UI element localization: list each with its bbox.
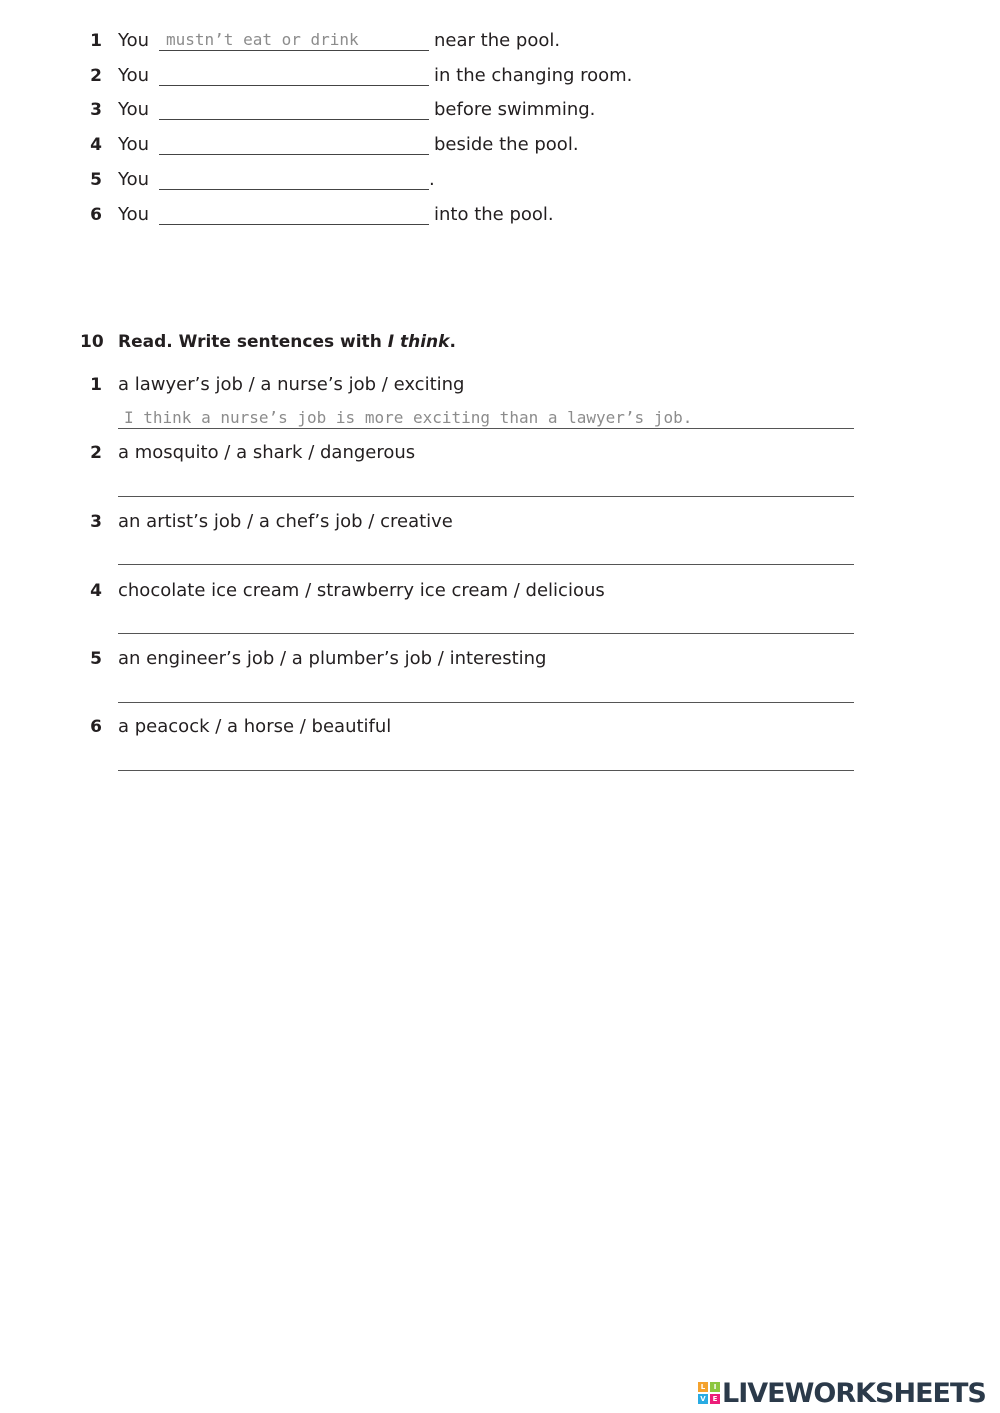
answer-input[interactable] xyxy=(118,404,854,429)
item-prompt: a peacock / a horse / beautiful xyxy=(118,716,392,737)
logo-icon xyxy=(698,1382,720,1404)
answer-input[interactable] xyxy=(118,746,854,771)
item-number: 5 xyxy=(90,170,102,190)
item-subject: You xyxy=(118,204,150,225)
item-continuation: beside the pool. xyxy=(434,134,579,155)
logo-block: I xyxy=(710,1382,720,1392)
item-continuation: near the pool. xyxy=(434,30,561,51)
answer-text: mustn’t eat or drink xyxy=(166,30,359,49)
answer-input[interactable] xyxy=(118,472,854,497)
item-number: 4 xyxy=(90,135,102,155)
item-prompt: an artist’s job / a chef’s job / creative xyxy=(118,511,453,532)
answer-input[interactable] xyxy=(159,63,429,86)
item-prompt: a mosquito / a shark / dangerous xyxy=(118,442,416,463)
logo-block: V xyxy=(698,1394,708,1404)
item-continuation: before swimming. xyxy=(434,99,596,120)
instructions-end: . xyxy=(449,332,456,352)
answer-input[interactable] xyxy=(159,202,429,225)
answer-input[interactable] xyxy=(118,540,854,565)
exercise-instructions xyxy=(118,332,456,352)
logo-block: E xyxy=(710,1394,720,1404)
item-continuation: in the changing room. xyxy=(434,65,633,86)
item-number: 3 xyxy=(90,512,102,532)
item-prompt: a lawyer’s job / a nurse’s job / exciting xyxy=(118,374,465,395)
item-continuation: . xyxy=(429,169,435,190)
item-prompt: an engineer’s job / a plumber’s job / interesting xyxy=(118,648,547,669)
item-continuation: into the pool. xyxy=(434,204,554,225)
item-number: 2 xyxy=(90,443,102,463)
item-number: 6 xyxy=(90,717,102,737)
item-subject: You xyxy=(118,99,150,120)
item-subject: You xyxy=(118,134,150,155)
answer-input[interactable] xyxy=(159,132,429,155)
item-subject: You xyxy=(118,169,150,190)
item-subject: You xyxy=(118,65,150,86)
item-number: 2 xyxy=(90,66,102,86)
item-number: 6 xyxy=(90,205,102,225)
instructions-text: Read. Write sentences with xyxy=(118,332,388,352)
exercise-number: 10 xyxy=(80,332,104,352)
answer-input[interactable] xyxy=(159,167,429,190)
instructions-emphasis: I think xyxy=(387,332,450,352)
item-subject: You xyxy=(118,30,150,51)
logo-block: L xyxy=(698,1382,708,1392)
answer-text: I think a nurse’s job is more exciting than a lawyer’s job. xyxy=(124,408,693,427)
item-prompt: chocolate ice cream / strawberry ice cream / delicious xyxy=(118,580,605,601)
item-number: 1 xyxy=(90,31,102,51)
item-number: 4 xyxy=(90,581,102,601)
answer-input[interactable] xyxy=(118,609,854,634)
liveworksheets-logo xyxy=(698,1378,986,1408)
answer-input[interactable] xyxy=(159,97,429,120)
logo-text: LIVEWORKSHEETS xyxy=(722,1377,986,1409)
item-number: 3 xyxy=(90,100,102,120)
item-number: 5 xyxy=(90,649,102,669)
answer-input[interactable] xyxy=(159,28,429,51)
answer-input[interactable] xyxy=(118,678,854,703)
item-number: 1 xyxy=(90,375,102,395)
